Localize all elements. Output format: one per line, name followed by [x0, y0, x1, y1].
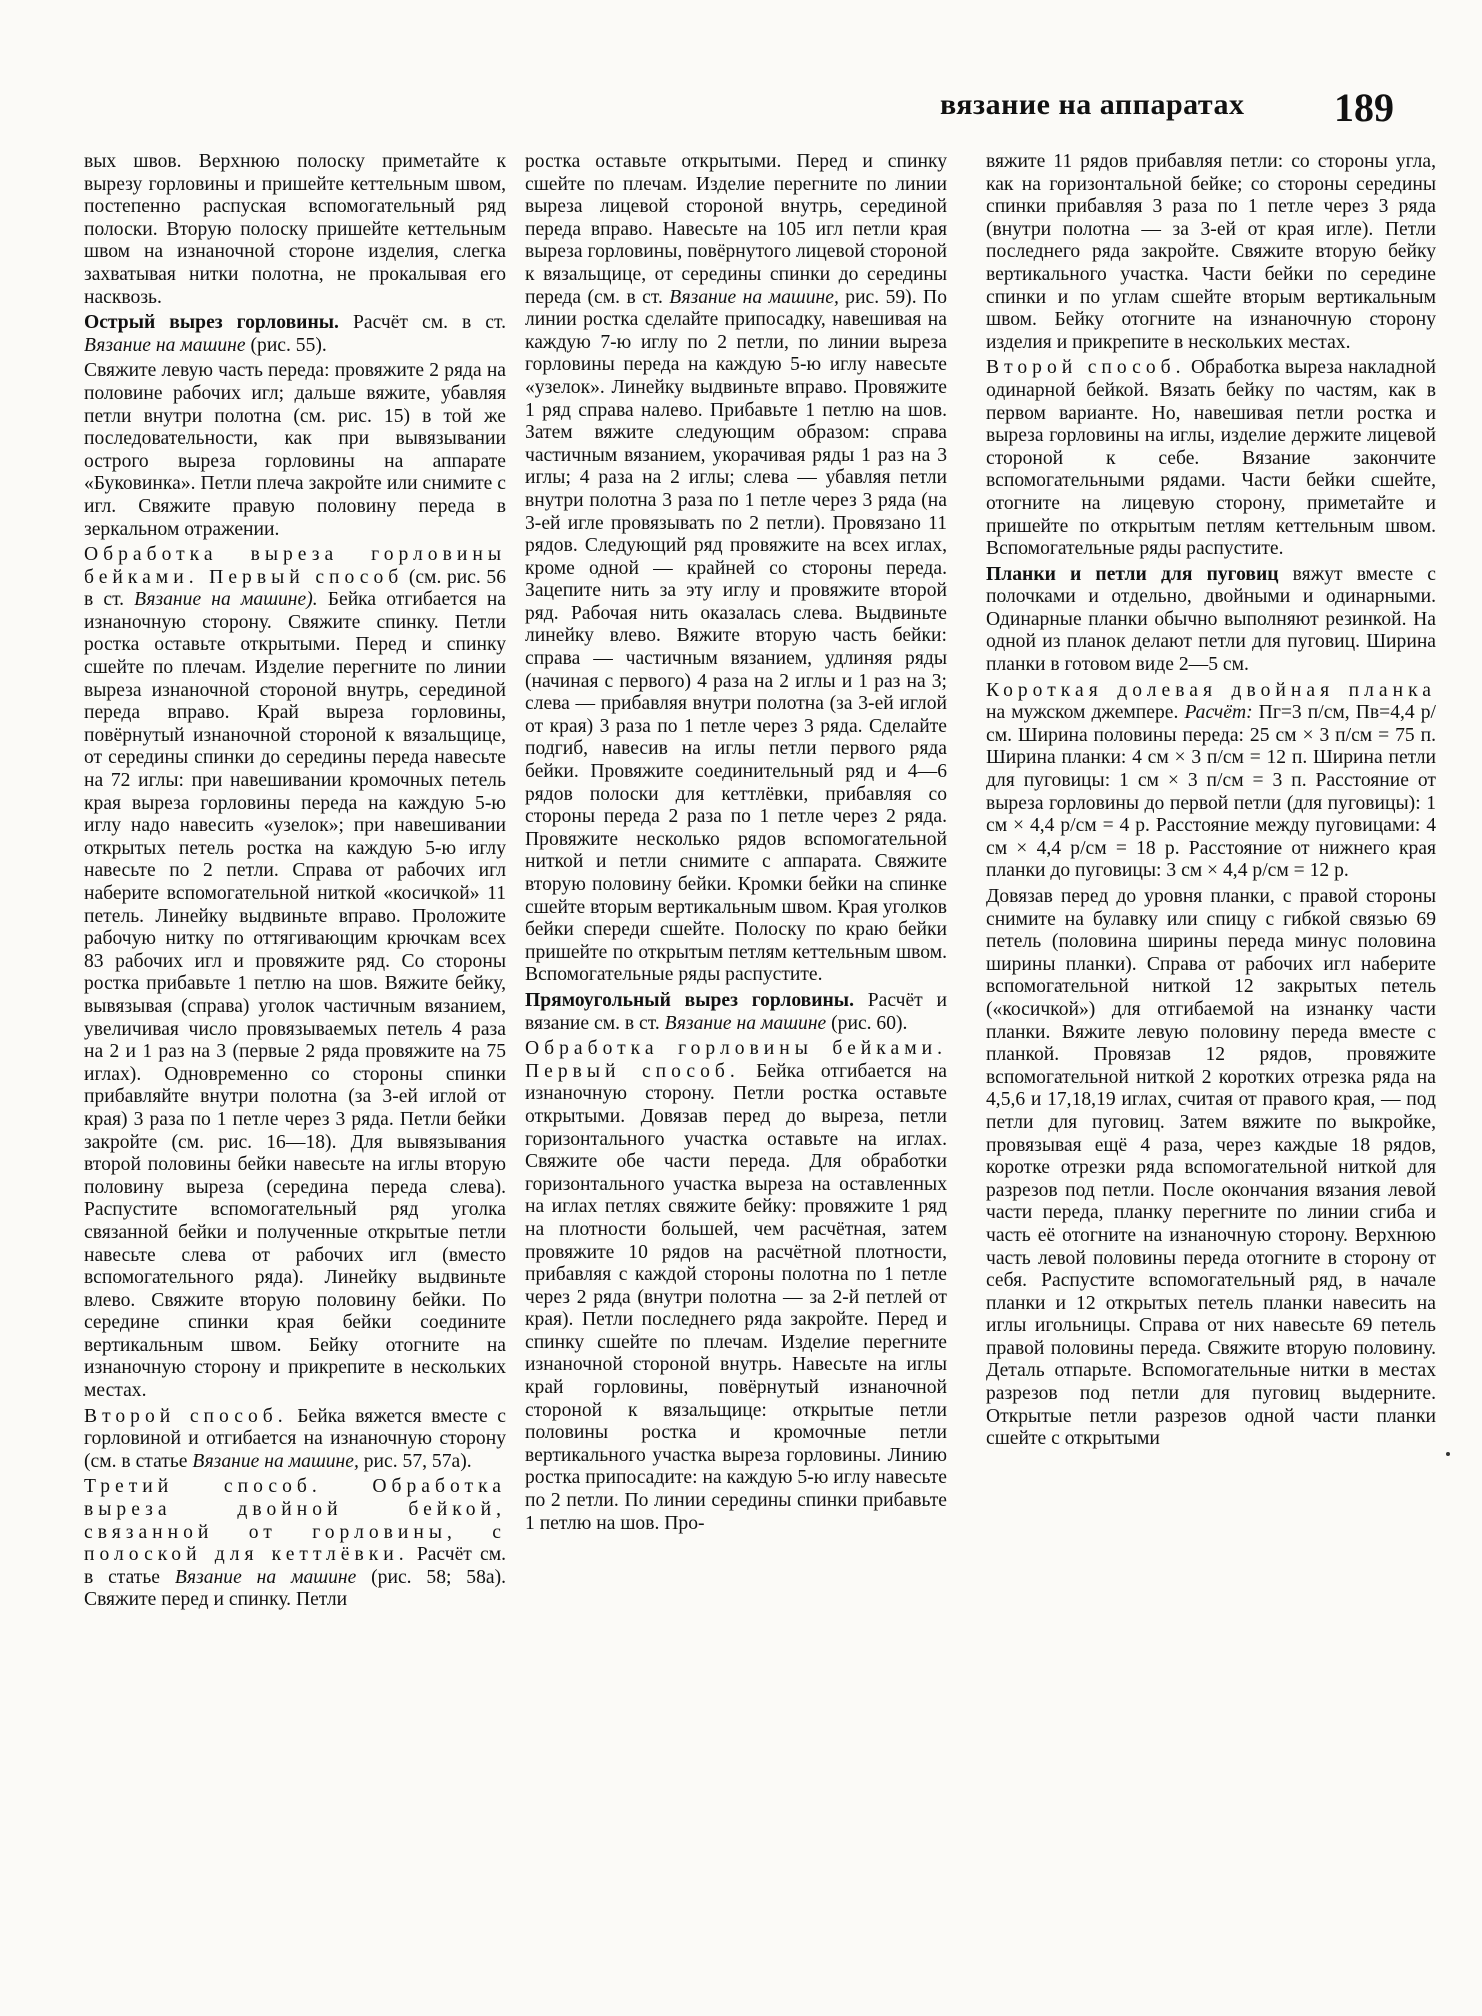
- section-title: вязание на аппаратах: [940, 88, 1245, 121]
- paragraph-heading: Прямоугольный вырез горловины.: [525, 989, 854, 1011]
- text-column-2: [525, 151, 947, 1991]
- paragraph-heading: Третий способ. Обработка выреза двойной бейкой, связанной от горловины, с полоской для кеттлёвки.: [84, 1476, 506, 1566]
- cross-reference: Вязание на машине: [84, 334, 246, 356]
- paragraph-heading: Обработка выреза горловины бейками. Первый способ: [84, 544, 506, 588]
- paragraph-short-band: Короткая долевая двойная планка на мужском джемпере. Расчёт: Пг=3 п/см, Пв=4,4 р/см. Ширина половины переда: 25 см × 3 п/см = 75 п. Ширина планки: 4 см × 3 п/см = 12 п. Ширина петли для пуговицы: 1 см × 3 п/см = 3 п. Расстояние от выреза горловины до первой петли (для пуговицы): 1 см × 4,4 р/см = 4 р. Расстояние между пуговицами: 4 см × 4,4 р/см = 18 р. Расстояние от нижнего края планки до пуговицы: 3 см × 4,4 р/см = 12 р.: [986, 679, 1436, 882]
- margin-mark: [1446, 1452, 1450, 1456]
- paragraph-second-method: Второй способ. Бейка вяжется вместе с горловиной и отгибается на изнаночную сторону (см. в статье Вязание на машине, рис. 57, 57а).: [84, 1405, 506, 1472]
- text-column-1: [84, 151, 506, 1991]
- paragraph-rect-neckline: Прямоугольный вырез горловины. Расчёт и вязание см. в ст. Вязание на машине (рис. 60).: [525, 989, 947, 1034]
- paragraph: Довязав перед до уровня планки, с правой стороны снимите на булавку или спицу с гибкой связью 69 петель (половина ширины переда минус половина ширины планки). Справа от рабочих игл наберите вспомогательной ниткой 12 закрытых петель («косичкой») для отгибаемой на изнанку части планки. Вяжите левую половину переда вместе с планкой. Провязав 12 рядов, провяжите вспомогательной ниткой 2 коротких отрезка ряда на 4,5,6 и 17,18,19 иглах, считая от правого края, — под петли для пуговиц. Затем вяжите по выкройке, провязывая ещё 4 раза, через каждые 18 рядов, коротке отрезки ряда вспомогательной ниткой для разрезов под петли. После окончания вязания левой части переда, планку перегните по линии сгиба и часть её отогните на изнаночную сторону. Верхнюю часть левой половины переда отогните в сторону от себя. Распустите вспомогательный ряд, в начале планки и 12 открытых петель планки навесить на иглы игольницы. Справа от них навесьте 69 петель правой половины переда. Свяжите вторую половину. Деталь отпарьте. Вспомогательные нитки в местах разрезов под петли для пуговиц выдерните. Открытые петли разрезов одной части планки сшейте с открытыми: [986, 886, 1436, 1450]
- paragraph-neck-bands: Обработка горловины бейками. Первый способ. Бейка отгибается на изнаночную сторону. Петли ростка оставьте открытыми. Довязав перед до выреза, петли горизонтального участка оставьте на иглах. Свяжите обе части переда. Для обработки горизонтального участка выреза на оставленных на иглах петлях свяжите бейку: провяжите 1 ряд на плотности большей, чем расчётная, затем провяжите 10 рядов на расчётной плотности, прибавляя с каждой стороны полотна по 1 петле через 2 ряда (внутри полотна — за 2-й петлей от края). Петли последнего ряда закройте. Перед и спинку сшейте по плечам. Изделие перегните изнаночной стороной внутрь. Навесьте на иглы край горловины, повёрнутый изнаночной стороной к вязальщице: открытые петли половины ростка и кромочные петли вертикального участка выреза горловины. Линию ростка припосадите: на каждую 5-ю иглу навесьте по 2 петли. По линии середины спинки прибавьте 1 петлю на шов. Про-: [525, 1038, 947, 1534]
- paragraph-neck-finishing: Обработка выреза горловины бейками. Первый способ (см. рис. 56 в ст. Вязание на машине). Бейка отгибается на изнаночную сторону. Свяжите спинку. Петли ростка оставьте открытыми. Перед и спинку сшейте по плечам. Изделие перегните по линии выреза изнаночной стороной внутрь, серединой переда вправо. Край выреза горловины, повёрнутый изнаночной стороной к вязальщице, от середины спинки до середины переда навесьте на 72 иглы: при навешивании кромочных петель края выреза горловины переда на каждую 5-ю иглу надо навесить «узелок»; при навешивании открытых петель ростка на каждую 5-ю иглу навесьте по 2 петли. Справа от рабочих игл наберите вспомогательной ниткой «косичкой» 11 петель. Линейку выдвиньте вправо. Проложите рабочую нитку по оттягивающим крючкам всех 83 рабочих игл и провяжите ряд. Со стороны ростка прибавьте 1 петлю на шов. Вяжите бейку, вывязывая (справа) уголок частичным вязанием, увеличивая число провязываемых петель 4 раза на 2 и 1 раз на 3 (первые 2 ряда провяжите на 75 иглах). Одновременно со стороны спинки прибавляйте внутри полотна (за 3-ей иглой от края) 3 раза по 1 петле через 3 ряда. Петли бейки закройте (см. рис. 16—18). Для вывязывания второй половины бейки навесьте на иглы вторую половину выреза (середина переда слева). Распустите вспомогательный ряд уголка связанной бейки и полученные открытые петли навесьте слева от рабочих игл (вместо вспомогательного ряда). Линейку выдвиньте влево. Свяжите вторую половину бейки. По середине спинки края бейки соедините вертикальным швом. Бейку отогните на изнаночную сторону и прикрепите в нескольких местах.: [84, 544, 506, 1402]
- paragraph-second-method: Второй способ. Обработка выреза накладной одинарной бейкой. Вязать бейку по частям, как в первом варианте. Но, навешивая петли ростка и выреза горловины на иглы, изделие держите лицевой стороной к себе. Вязание закончите вспомогательными рядами. Части бейки сшейте, отогните на лицевую сторону, приметайте и пришейте по открытым петлям кеттельным швом. Вспомогательные ряды распустите.: [986, 357, 1436, 560]
- cross-reference: Вязание на машине: [174, 1566, 357, 1588]
- paragraph-heading: Второй способ.: [84, 1405, 288, 1427]
- cross-reference: Вязание на машине: [664, 1012, 827, 1034]
- text-column-3: [986, 151, 1436, 1991]
- paragraph-heading: Планки и петли для пуговиц: [986, 563, 1279, 585]
- paragraph-heading: Острый вырез горловины.: [84, 312, 339, 334]
- calculation-label: Расчёт:: [1184, 702, 1253, 724]
- paragraph-heading: Короткая долевая двойная планка: [986, 679, 1436, 701]
- running-header: [940, 85, 1440, 132]
- paragraph-heading: Обработка горловины бейками. Первый способ.: [525, 1038, 947, 1082]
- page-number: 189: [1334, 85, 1394, 130]
- paragraph: вяжите 11 рядов прибавляя петли: со стороны угла, как на горизонтальной бейке; со стороны середины спинки прибавляя 3 раза по 1 петле через 3 ряда (внутри полотна — за 3-ей от края игле). Петли последнего ряда закройте. Свяжите вторую бейку вертикального участка. Части бейки по середине спинки и по углам сшейте вторым вертикальным швом. Бейку отогните на изнаночную сторону изделия и прикрепите в нескольких местах.: [986, 151, 1436, 353]
- paragraph-button-bands: Планки и петли для пуговиц вяжут вместе с полочками и отдельно, двойными и одинарными. Одинарные планки обычно выполняют резинкой. На одной из планок делают петли для пуговиц. Ширина планки в готовом виде 2—5 см.: [986, 563, 1436, 676]
- paragraph-sharp-neckline: Острый вырез горловины. Расчёт см. в ст. Вязание на машине (рис. 55).: [84, 312, 506, 356]
- cross-reference: Вязание на машине).: [134, 589, 318, 611]
- paragraph: ростка оставьте открытыми. Перед и спинку сшейте по плечам. Изделие перегните по линии выреза лицевой стороной внутрь, серединой переда вправо. Навесьте на 105 игл петли края выреза горловины, повёрнутого лицевой стороной к вязальщице, от середины спинки до середины переда (см. в ст. Вязание на машине, рис. 59). По линии ростка сделайте припосадку, навешивая на каждую 7-ю иглу по 2 петли, по линии выреза горловины переда на каждую 5-ю иглу навесьте «узелок». Линейку выдвиньте вправо. Провяжите 1 ряд справа налево. Прибавьте 1 петлю на шов. Затем вяжите следующим образом: справа частичным вязанием, укорачивая ряды 1 раз на 3 иглы; 4 раза на 2 иглы; слева — убавляя петли внутри полотна 3 раза по 1 петле через 3 ряда (на 3-ей игле провязывать по 2 петли). Провязано 11 рядов. Следующий ряд провяжите на всех иглах, кроме одной — крайней со стороны переда. Зацепите нить за эту иглу и провяжите второй ряд. Рабочая нить оказалась слева. Выдвиньте линейку влево. Вяжите вторую часть бейки: справа — частичным вязанием, удлиняя ряды (начиная с первого) 4 раза на 2 иглы и 1 раз на 3; слева — прибавляя внутри полотна (за 3-ей иглой от края) 3 раза по 1 петле через 3 ряда. Сделайте подгиб, навесив на иглы петли первого ряда бейки. Провяжите соединительный ряд и 4—6 рядов полоски для кеттлёвки, прибавляя со стороны переда 2 раза по 1 петле через 2 ряда. Провяжите несколько рядов вспомогательной ниткой и петли снимите с аппарата. Свяжите вторую половину бейки. Кромки бейки на спинке сшейте вторым вертикальным швом. Края уголков бейки спереди сшейте. Полоску по краю бейки пришейте по открытым петлям кеттельным швом. Вспомогательные ряды распустите.: [525, 151, 947, 986]
- paragraph: Свяжите левую часть переда: провяжите 2 ряда на половине рабочих игл; дальше вяжите, убавляя петли внутри полотна (см. рис. 15) в той же последовательности, как при вывязывании острого выреза горловины на аппарате «Буковинка». Петли плеча закройте или снимите с игл. Свяжите правую половину переда в зеркальном отражении.: [84, 360, 506, 540]
- cross-reference: Вязание на машине,: [669, 286, 839, 308]
- paragraph-third-method: Третий способ. Обработка выреза двойной бейкой, связанной от горловины, с полоской для кеттлёвки. Расчёт см. в статье Вязание на машине (рис. 58; 58а). Свяжите перед и спинку. Петли: [84, 1476, 506, 1611]
- cross-reference: Вязание на машине,: [192, 1450, 359, 1472]
- paragraph-heading: Второй способ.: [986, 357, 1186, 379]
- paragraph: вых швов. Верхнюю полоску приметайте к вырезу горловины и пришейте кеттельным швом, постепенно распуская вспомогательный ряд полоски. Вторую полоску пришейте кеттельным швом на изнаночной стороне изделия, слегка захватывая нитки полотна, не прокалывая его насквозь.: [84, 151, 506, 308]
